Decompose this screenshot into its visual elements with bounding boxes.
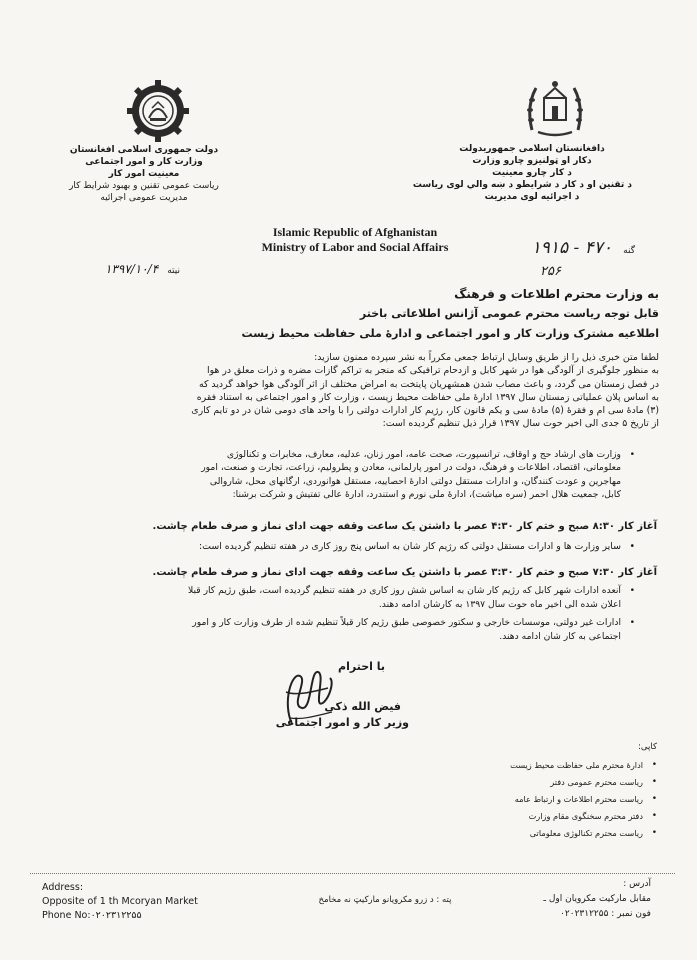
- bullet-line: مهاجرین و عودت کنندگان، و ادارات مستقل دولتی ادارهٔ احصاییه، مستقل هوانوردی، ارگانهای محل، شاروالی: [209, 475, 621, 487]
- footer-address-label: Address:: [42, 882, 84, 893]
- footer-phone: [42, 909, 198, 923]
- body-line: لطفا متن خبری ذیل را از طریق وسایل ارتباط جمعی مکرراً به نشر سپرده ممنون سازید:: [314, 352, 659, 363]
- bullet-group-1: [25, 448, 635, 501]
- footer-phone-label: Phone No:: [42, 910, 91, 921]
- copy-item: • ریاست محترم عمومی دفتر: [437, 774, 657, 791]
- header-left-line: وزارت کار و امور اجتماعی: [85, 157, 203, 167]
- footer-dari-phone: فون نمبر : ۰۲۰۲۳۱۲۲۵۵: [560, 909, 651, 919]
- shift-1: آغاز کار ۸:۳۰ صبح و ختم کار ۴:۳۰ عصر با داشتن یک ساعت وقفه جهت ادای نماز و صرف طعام چاشت.: [152, 521, 657, 532]
- number-handwritten: ۴۷۰ - ۱۹۱۵: [531, 238, 613, 258]
- bullet-line: کابل، جمعیت هلال احمر (سره میاشت)، ادارهٔ ملی نورم و استندرد، ادارهٔ عالی تفتیش و شرکت برشنا:: [232, 488, 621, 500]
- header-left-line: ریاست عمومی تقنین و بهبود شرایط کار: [69, 181, 219, 191]
- copy-item: • ریاست محترم تکنالوژی معلوماتی: [437, 825, 657, 842]
- closing: با احترام: [338, 660, 385, 673]
- header-right-line: د تقنین او د کار د شرایطو د ښه والي لوی ریاست: [412, 180, 632, 190]
- bullet-item: • سایر وزارت ها و ادارات مستقل دولتی که رژیم کار شان به اساس پنج روز کاری در هفته تنظیم گردیده است:: [25, 540, 635, 554]
- header-left-dari: [59, 144, 229, 204]
- bullet-line: اجتماعی به کار شان ادامه دهند.: [499, 630, 621, 642]
- footer-dari-address-value: مقابل مارکیت مکرویان اول ـ: [543, 894, 651, 904]
- body-intro: [29, 351, 659, 431]
- number-label: گنه: [623, 246, 635, 256]
- date-label: نیته: [167, 266, 180, 276]
- ministry-emblem: [125, 78, 191, 148]
- signatory-name: فیض الله ذکی: [324, 700, 401, 713]
- bullet-line: • آنعده ادارات شهر کابل که رژیم کار شان به اساس شش روز کاری در هفته تنظیم گردیده است، طبق رژیم کار قبلا: [188, 585, 621, 596]
- recipient-line2: قابل توجه ریاست محترم عمومی آژانس اطلاعاتی باختر: [359, 307, 659, 320]
- bullet-item: [25, 448, 635, 501]
- footer-address-value: Opposite of 1 th Mcoryan Market: [42, 896, 198, 907]
- header-left-line: دولت جمهوری اسلامی افغانستان: [69, 145, 219, 155]
- footer-english: [42, 881, 198, 923]
- bullet-group-2: [25, 540, 635, 554]
- header-right-line: د کار چارو معینیت: [492, 168, 572, 178]
- national-emblem-icon: [524, 76, 586, 140]
- english-header-line1: Islamic Republic of Afghanistan: [272, 225, 438, 239]
- bullet-line: اعلان شده الی اخیر ماه حوت سال ۱۳۹۷ به کارشان ادامه دهند.: [378, 598, 621, 610]
- header-right-line: د اجرائیه لوی مدیریت: [484, 192, 580, 202]
- bullet-group-4: [25, 616, 635, 643]
- copies-label: کاپی:: [638, 742, 657, 752]
- body-line: از تاریخ ۵ جدی الی اخیر حوت سال ۱۳۹۷ قرار ذیل تنظیم گردیده است:: [382, 418, 659, 430]
- signatory-title: وزیر کار و امور اجتماعی: [275, 716, 409, 729]
- bullet-line: معلوماتی، اقتصاد، اطلاعات و فرهنگ، دولت در امور پارلمانی، معادن و پطرولیم، زراعت، تجارت و صنعت، امور: [201, 462, 621, 474]
- body-line: (۳) مادهٔ سی ام و فقرهٔ (۵) مادهٔ سی و یکم قانون کار، رژیم کار ادارات دولتی را با واحد های دومی شان در دو تایم کاری: [191, 405, 659, 417]
- date-handwritten: ۱۳۹۷/۱۰/۴: [104, 262, 159, 276]
- footer-dari: [491, 877, 651, 922]
- header-left-line: معینیت امور کار: [108, 169, 180, 179]
- header-right-line: دکار او ټولنیزو چارو وزارت: [472, 156, 592, 166]
- copies-list: [437, 757, 657, 842]
- body-line: به اساس پلان عملیاتی زمستان سال ۱۳۹۷ ادارهٔ ملی حفاظت محیط زیست ، وزارت کار و امور اجتماعی به استناد فقره: [196, 391, 659, 403]
- bullet-group-3: [25, 584, 635, 611]
- national-emblem: [524, 76, 586, 144]
- letter-date: [60, 258, 180, 277]
- shift-2: آغاز کار ۷:۳۰ صبح و ختم کار ۳:۳۰ عصر با داشتن یک ساعت وقفه جهت ادای نماز و صرف طعام چاشت.: [152, 567, 657, 578]
- english-header-line2: Ministry of Labor and Social Affairs: [261, 240, 449, 254]
- english-header: [255, 225, 455, 255]
- bullet-line: • ادارات غیر دولتی، موسسات خارجی و سکتور خصوصی طبق رژیم کار قبلاً تنظیم شده از طرف وزارت کار و امور: [192, 617, 621, 628]
- letter-number: [465, 238, 635, 258]
- footer-dari-address-label: آدرس :: [623, 879, 651, 889]
- recipient-line1: به وزارت محترم اطلاعات و فرهنگ: [454, 287, 659, 301]
- gear-emblem-icon: [125, 78, 191, 144]
- recipient-block: [59, 284, 659, 344]
- bullet-line: • وزارت های ارشاد حج و اوقاف، ترانسپورت، صحت عامه، امور زنان، عدلیه، معارف، مخابرات و تکنالوژی: [226, 449, 621, 460]
- header-right-pashto: [412, 143, 632, 203]
- subject-line: اطلاعیه مشترک وزارت کار و امور اجتماعی و ادارهٔ ملی حفاظت محیط زیست: [241, 327, 659, 340]
- bullet-item: [25, 616, 635, 643]
- footer-divider: [30, 873, 675, 874]
- header-right-line: دافغانستان اسلامی جمهوریدولت: [459, 144, 605, 154]
- header-left-line: مدیریت عمومی اجرائیه: [100, 193, 188, 203]
- number-secondary: ۲۵۶: [540, 264, 561, 279]
- copy-item: • ریاست محترم اطلاعات و ارتباط عامه: [437, 791, 657, 808]
- body-line: به منظور جلوگیری از آلودگی هوا در شهر کابل و ازدحام ترافیکی که منجر به تراکم گازات مضره و ذرات معلق در هوا: [206, 365, 659, 377]
- footer-phone-value: ۰۲۰۲۳۱۲۲۵۵: [90, 910, 142, 921]
- bullet-item: [25, 584, 635, 611]
- footer-pashto: پته : د زرو مکرویانو مارکیټ نه مخامخ: [318, 895, 452, 905]
- copy-item: • ادارهٔ محترم ملی حفاظت محیط زیست: [437, 757, 657, 774]
- copy-item: • دفتر محترم سخنگوی مقام وزارت: [437, 808, 657, 825]
- body-line: در فصل زمستان می گردد، و باعث مصاب شدن همشهریان پایتخت به امراض مختلف از اثر آلودگی هوا خواهد گردید که: [198, 378, 659, 390]
